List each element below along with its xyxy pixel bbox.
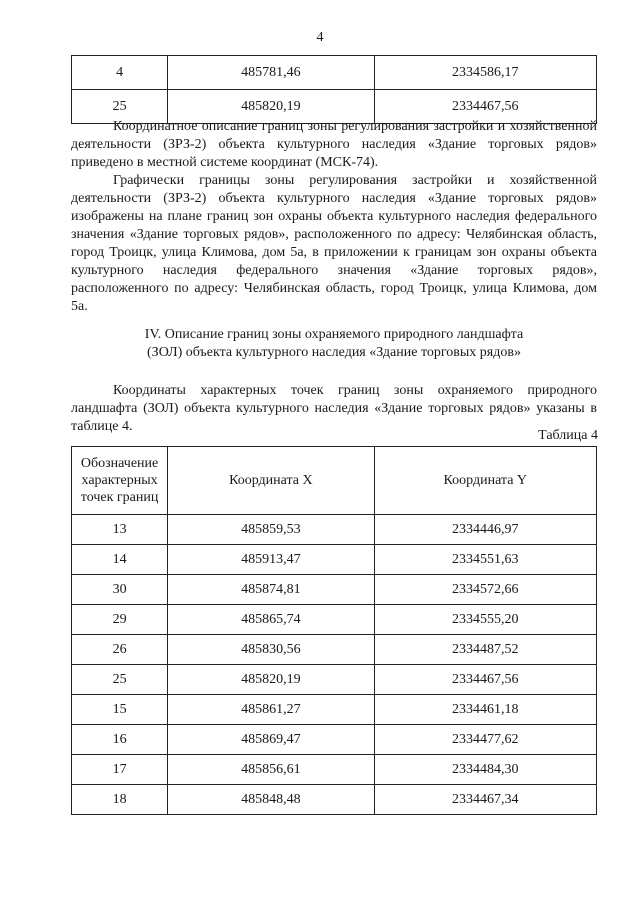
header-x: Координата X: [168, 447, 374, 515]
paragraph-graphic-boundaries: Графически границы зоны регулирования застройки и хозяйственной деятельности (ЗРЗ-2) объекта культурного наследия «Здание торговых рядов» изображены на плане границ зон охраны объекта культурного наследия федерального значения «Здание торговых рядов», расположенного по адресу: Челябинская область, город Троицк, улица Климова, дом 5а, в приложении к границам зон охраны объекта культурного наследия федерального значения «Здание торговых рядов», расположенного по адресу: Челябинская область, город Троицк, улица Климова, дом 5а.: [71, 173, 597, 314]
point-cell: 17: [72, 755, 168, 785]
header-point: Обозначение характерных точек границ: [72, 447, 168, 515]
page-number: 4: [316, 30, 324, 45]
y-cell: 2334487,52: [374, 635, 596, 665]
y-cell: 2334555,20: [374, 605, 596, 635]
point-cell: 4: [72, 56, 168, 90]
x-cell: 485913,47: [168, 545, 374, 575]
paragraph-table-reference: Координаты характерных точек границ зоны охраняемого природного ландшафта (ЗОЛ) объекта культурного наследия «Здание торговых рядов» указаны в таблице 4.: [71, 383, 597, 434]
point-cell: 14: [72, 545, 168, 575]
y-cell: 2334477,62: [374, 725, 596, 755]
table-row: [72, 695, 597, 725]
coordinates-table-4: [71, 446, 597, 815]
table-row: [72, 785, 597, 815]
y-cell: 2334467,56: [374, 90, 596, 124]
section-heading-line1: IV. Описание границ зоны охраняемого природного ландшафта: [144, 327, 524, 342]
point-cell: 26: [72, 635, 168, 665]
y-cell: 2334446,97: [374, 515, 596, 545]
point-cell: 25: [72, 665, 168, 695]
x-cell: 485865,74: [168, 605, 374, 635]
y-cell: 2334484,30: [374, 755, 596, 785]
point-cell: 13: [72, 515, 168, 545]
table-row: [72, 665, 597, 695]
y-cell: 2334467,34: [374, 785, 596, 815]
table-row: [72, 605, 597, 635]
section-heading-line2: (ЗОЛ) объекта культурного наследия «Здание торговых рядов»: [147, 345, 521, 360]
table-caption: Таблица 4: [538, 428, 598, 443]
x-cell: 485781,46: [168, 56, 374, 90]
table-row: [72, 545, 597, 575]
table-header-row: [72, 447, 597, 515]
y-cell: 2334467,56: [374, 665, 596, 695]
x-cell: 485869,47: [168, 725, 374, 755]
y-cell: 2334586,17: [374, 56, 596, 90]
y-cell: 2334551,63: [374, 545, 596, 575]
paragraph-coordinate-description: Координатное описание границ зоны регулирования застройки и хозяйственной деятельности (ЗРЗ-2) объекта культурного наследия «Здание торговых рядов» приведено в местной системе координат (МСК-74).: [71, 119, 597, 170]
x-cell: 485820,19: [168, 90, 374, 124]
point-cell: 25: [72, 90, 168, 124]
table-row: [72, 725, 597, 755]
y-cell: 2334461,18: [374, 695, 596, 725]
table-row: [72, 575, 597, 605]
point-cell: 15: [72, 695, 168, 725]
x-cell: 485859,53: [168, 515, 374, 545]
table-row: [72, 515, 597, 545]
x-cell: 485874,81: [168, 575, 374, 605]
x-cell: 485830,56: [168, 635, 374, 665]
y-cell: 2334572,66: [374, 575, 596, 605]
header-y: Координата Y: [374, 447, 596, 515]
x-cell: 485861,27: [168, 695, 374, 725]
x-cell: 485848,48: [168, 785, 374, 815]
coordinates-table-continued: [71, 55, 597, 124]
point-cell: 16: [72, 725, 168, 755]
table-row: [72, 56, 597, 90]
section-heading: [71, 326, 597, 362]
x-cell: 485856,61: [168, 755, 374, 785]
point-cell: 29: [72, 605, 168, 635]
table-row: [72, 635, 597, 665]
table-row: [72, 755, 597, 785]
x-cell: 485820,19: [168, 665, 374, 695]
point-cell: 18: [72, 785, 168, 815]
point-cell: 30: [72, 575, 168, 605]
